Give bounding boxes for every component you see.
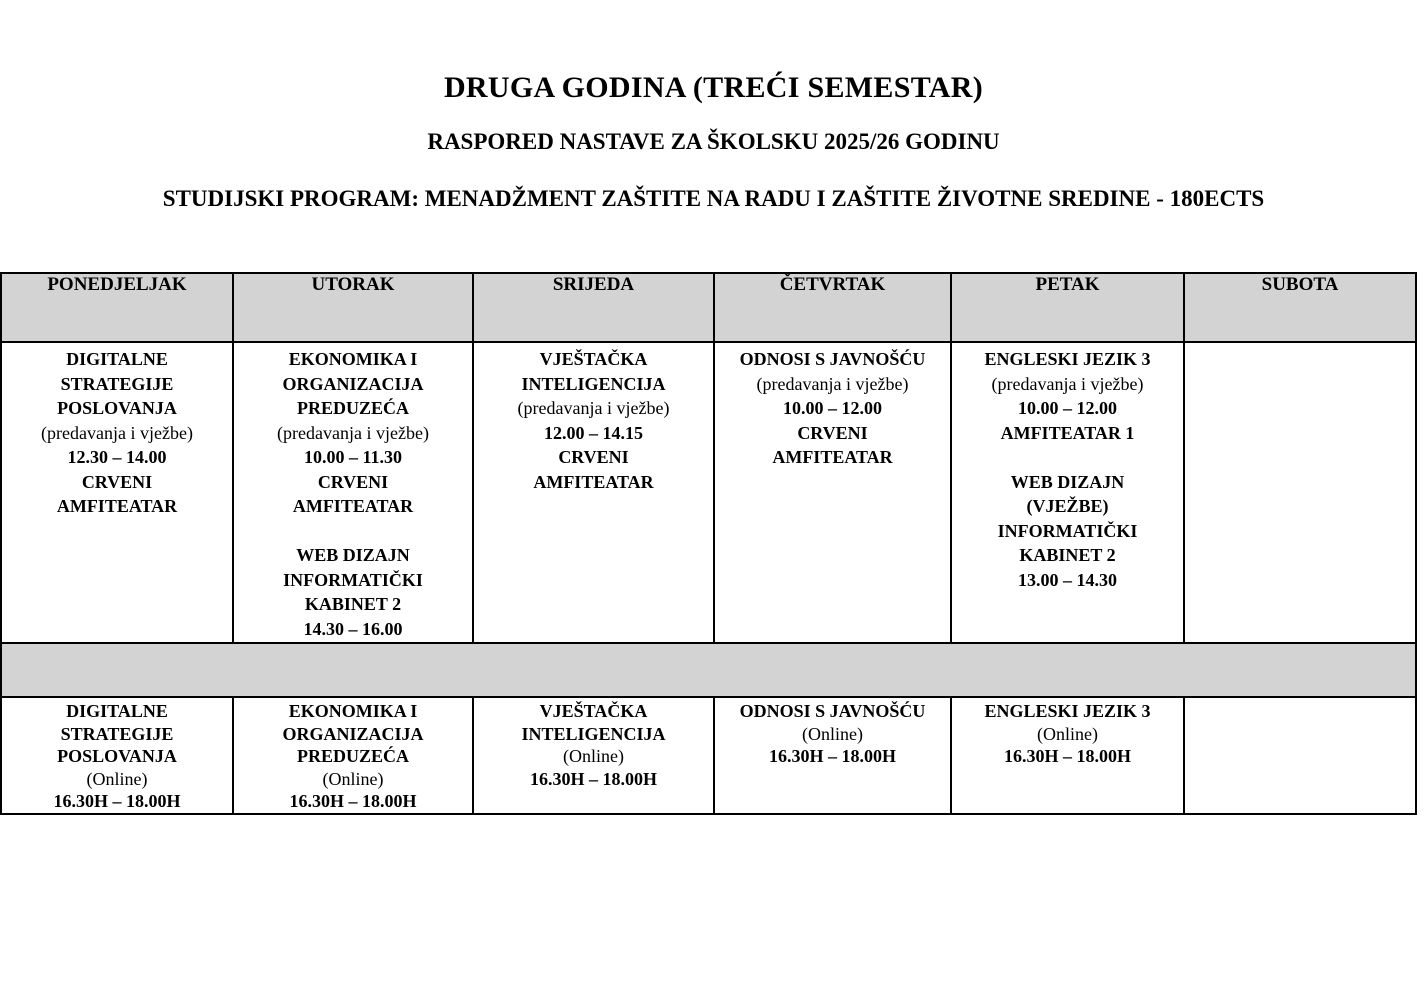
schedule-line: DIGITALNE <box>66 701 168 721</box>
schedule-line: 14.30 – 16.00 <box>303 618 403 639</box>
schedule-line: (predavanja i vježbe) <box>277 422 429 443</box>
schedule-line: VJEŠTAČKA <box>539 349 648 369</box>
schedule-line: PREDUZEĆA <box>296 746 409 766</box>
schedule-line: (predavanja i vježbe) <box>991 373 1144 394</box>
schedule-line: POSLOVANJA <box>57 398 177 418</box>
schedule-line: STRATEGIJE <box>60 723 174 744</box>
schedule-line: 16.30H – 18.00H <box>289 791 417 811</box>
schedule-line: (predavanja i vježbe) <box>41 422 193 443</box>
schedule-line: AMFITEATAR <box>56 496 178 516</box>
schedule-line: 10.00 – 12.00 <box>1018 398 1117 418</box>
schedule-line: KABINET 2 <box>1019 545 1116 565</box>
schedule-line: 13.00 – 14.30 <box>1018 569 1117 590</box>
schedule-cell-thursday-inperson <box>714 342 951 643</box>
schedule-line: INFORMATIČKI <box>283 569 423 590</box>
page-title: DRUGA GODINA (TREĆI SEMESTAR) <box>443 71 984 104</box>
schedule-line: ODNOSI S JAVNOŠĆU <box>739 349 926 369</box>
schedule-line: 16.30H – 18.00H <box>529 768 657 789</box>
schedule-line: (Online) <box>322 768 384 789</box>
schedule-line: 16.30H – 18.00H <box>53 791 181 811</box>
schedule-line: (Online) <box>802 723 863 744</box>
schedule-cell-saturday-online <box>1184 697 1416 814</box>
schedule-cell-wednesday-inperson <box>473 342 714 643</box>
schedule-line: STRATEGIJE <box>60 373 174 394</box>
schedule-line: DIGITALNE <box>66 349 168 369</box>
schedule-line: INTELIGENCIJA <box>521 723 666 744</box>
section-separator-row <box>1 643 1416 697</box>
schedule-line: (VJEŽBE) <box>1026 496 1109 516</box>
schedule-line: ORGANIZACIJA <box>282 723 424 744</box>
schedule-line: AMFITEATAR <box>772 447 893 467</box>
schedule-line: ORGANIZACIJA <box>282 373 424 394</box>
schedule-cell-tuesday-online <box>233 697 473 814</box>
schedule-line: 12.30 – 14.00 <box>67 447 167 467</box>
day-header-tuesday: UTORAK <box>233 273 473 342</box>
schedule-cell-monday-online <box>1 697 233 814</box>
schedule-line <box>234 519 472 544</box>
schedule-cell-thursday-online <box>714 697 951 814</box>
day-header-wednesday: SRIJEDA <box>473 273 714 342</box>
schedule-line: VJEŠTAČKA <box>539 701 648 721</box>
schedule-line: CRVENI <box>558 447 629 467</box>
schedule-line: (predavanja i vježbe) <box>517 398 670 418</box>
schedule-cell-wednesday-online <box>473 697 714 814</box>
day-header-saturday: SUBOTA <box>1184 273 1416 342</box>
day-header-monday: PONEDJELJAK <box>1 273 233 342</box>
schedule-line: (Online) <box>563 746 624 766</box>
schedule-line: CRVENI <box>797 422 868 443</box>
schedule-line: PREDUZEĆA <box>296 398 409 418</box>
schedule-line <box>952 445 1183 470</box>
schedule-line: (Online) <box>1037 723 1098 744</box>
schedule-line: INFORMATIČKI <box>997 520 1138 541</box>
separator-band <box>1 643 1416 697</box>
schedule-line: AMFITEATAR <box>533 471 654 492</box>
schedule-table <box>0 272 1417 815</box>
page-subtitle-school-year: RASPORED NASTAVE ZA ŠKOLSKU 2025/26 GODINU <box>427 129 1000 154</box>
schedule-line: 10.00 – 12.00 <box>783 398 882 418</box>
schedule-cell-friday-inperson <box>951 342 1184 643</box>
schedule-line: POSLOVANJA <box>57 746 177 766</box>
schedule-cell-friday-online <box>951 697 1184 814</box>
schedule-cell-tuesday-inperson <box>233 342 473 643</box>
day-header-row <box>1 273 1416 342</box>
schedule-line: 12.00 – 14.15 <box>544 422 643 443</box>
schedule-line: CRVENI <box>81 471 153 492</box>
schedule-line: WEB DIZAJN <box>1010 471 1125 492</box>
schedule-line: (predavanja i vježbe) <box>756 373 909 394</box>
schedule-line: EKONOMIKA I <box>288 349 418 369</box>
schedule-line: CRVENI <box>317 471 389 492</box>
day-header-thursday: ČETVRTAK <box>714 273 951 342</box>
schedule-line: ENGLESKI JEZIK 3 <box>984 701 1151 721</box>
schedule-line: 16.30H – 18.00H <box>1003 746 1131 766</box>
schedule-line: AMFITEATAR 1 <box>1000 422 1135 443</box>
schedule-cell-saturday-inperson <box>1184 342 1416 643</box>
schedule-line: (Online) <box>86 768 148 789</box>
schedule-line: ENGLESKI JEZIK 3 <box>984 349 1151 369</box>
schedule-line: INTELIGENCIJA <box>521 373 666 394</box>
schedule-line: KABINET 2 <box>304 594 402 614</box>
schedule-line: 10.00 – 11.30 <box>303 447 402 467</box>
schedule-line: EKONOMIKA I <box>288 701 418 721</box>
schedule-line: ODNOSI S JAVNOŠĆU <box>739 701 926 721</box>
page-subtitle-study-program: STUDIJSKI PROGRAM: MENADŽMENT ZAŠTITE NA RADU I ZAŠTITE ŽIVOTNE SREDINE - 180ECTS <box>162 186 1265 211</box>
day-header-friday: PETAK <box>951 273 1184 342</box>
schedule-line: 16.30H – 18.00H <box>768 746 896 766</box>
in-person-classes-row <box>1 342 1416 643</box>
schedule-cell-monday-inperson <box>1 342 233 643</box>
online-classes-row <box>1 697 1416 814</box>
schedule-line: WEB DIZAJN <box>296 545 410 565</box>
schedule-line: AMFITEATAR <box>292 496 414 516</box>
